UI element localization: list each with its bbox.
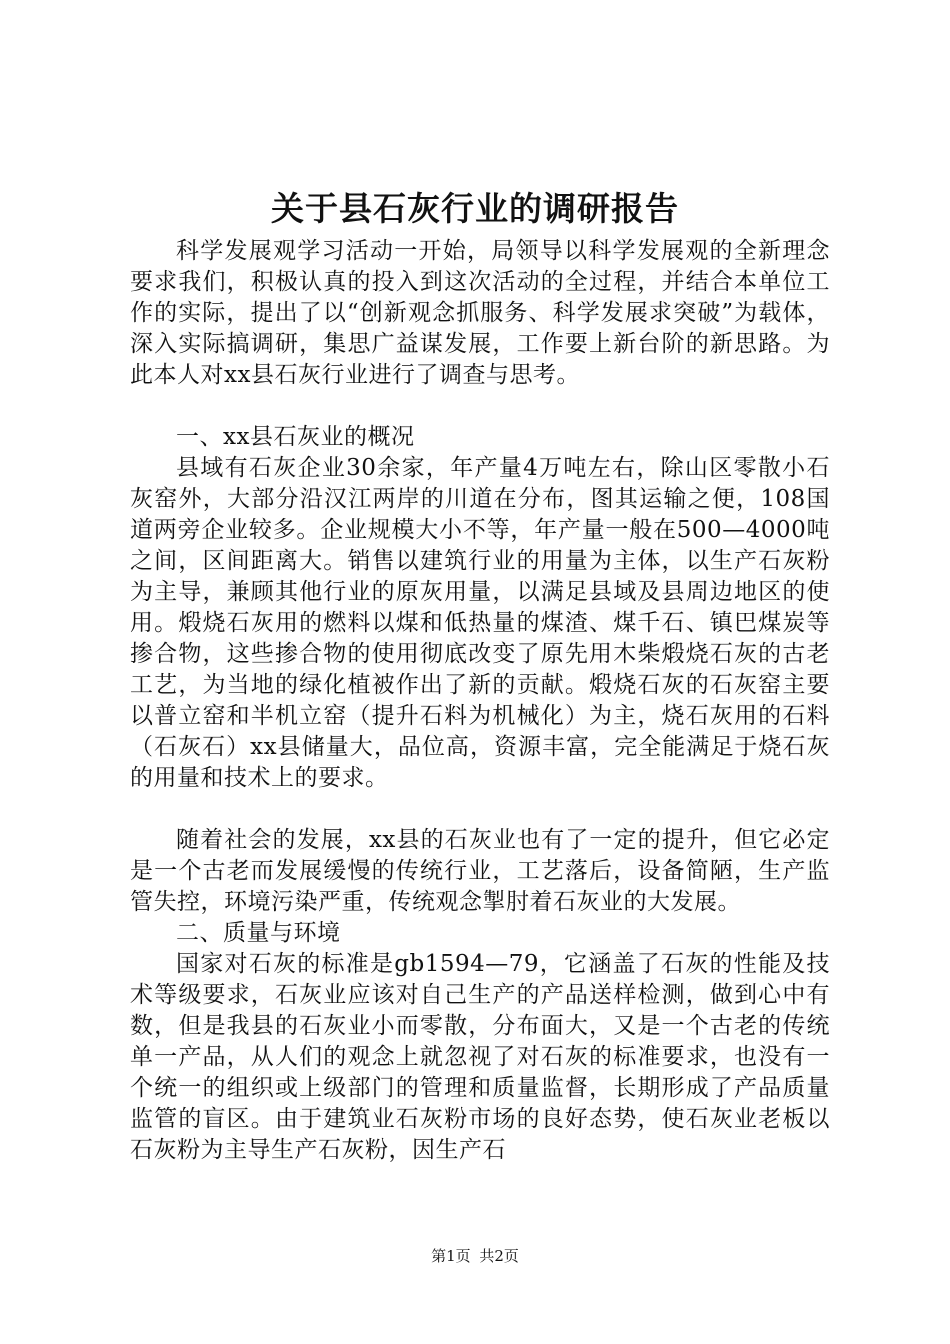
- paragraph-spacer: [130, 794, 830, 825]
- body-paragraph: 随着社会的发展，xx县的石灰业也有了一定的提升，但它必定是一个古老而发展缓慢的传统行业，工艺落后，设备简陋，生产监管失控，环境污染严重，传统观念掣肘着石灰业的大发展。: [130, 827, 830, 915]
- section-heading: 二、质量与环境: [176, 920, 341, 946]
- section-heading: 一、xx县石灰业的概况: [176, 424, 415, 450]
- body-paragraph: 县域有石灰企业30余家，年产量4万吨左右，除山区零散小石灰窑外，大部分沿汉江两岸的川道在分布，图其运输之便，108国道两旁企业较多。企业规模大小不等，年产量一般在500—4000吨之间，区间距离大。销售以建筑行业的用量为主体，以生产石灰粉为主导，兼顾其他行业的原灰用量，以满足县域及县周边地区的使用。煅烧石灰用的燃料以煤和低热量的煤渣、煤千石、镇巴煤炭等掺合物，这些掺合物的使用彻底改变了原先用木柴煅烧石灰的古老工艺，为当地的绿化植被作出了新的贡献。煅烧石灰的石灰窑主要以普立窑和半机立窑（提升石料为机械化）为主，烧石灰用的石料（石灰石）xx县储量大，品位高，资源丰富，完全能满足于烧石灰的用量和技术上的要求。: [130, 455, 830, 791]
- body-paragraph: 国家对石灰的标准是gb1594—79，它涵盖了石灰的性能及技术等级要求，石灰业应该对自己生产的产品送样检测，做到心中有数，但是我县的石灰业小而零散，分布面大，又是一个古老的传统单一产品，从人们的观念上就忽视了对石灰的标准要求，也没有一个统一的组织或上级部门的管理和质量监督，长期形成了产品质量监管的盲区。由于建筑业石灰粉市场的良好态势，使石灰业老板以石灰粉为主导生产石灰粉，因生产石: [130, 951, 830, 1163]
- document-title: 关于县石灰行业的调研报告: [271, 189, 679, 228]
- document-body: [130, 236, 830, 1166]
- body-paragraph: 科学发展观学习活动一开始，局领导以科学发展观的全新理念要求我们，积极认真的投入到这次活动的全过程，并结合本单位工作的实际，提出了以“创新观念抓服务、科学发展求突破”为载体，深入实际搞调研，集思广益谋发展，工作要上新台阶的新思路。为此本人对xx县石灰行业进行了调查与思考。: [130, 238, 830, 388]
- paragraph-spacer: [130, 391, 830, 422]
- page-footer: [0, 1246, 950, 1266]
- page-number: 第1页: [431, 1247, 471, 1265]
- page-total: 共2页: [479, 1247, 519, 1265]
